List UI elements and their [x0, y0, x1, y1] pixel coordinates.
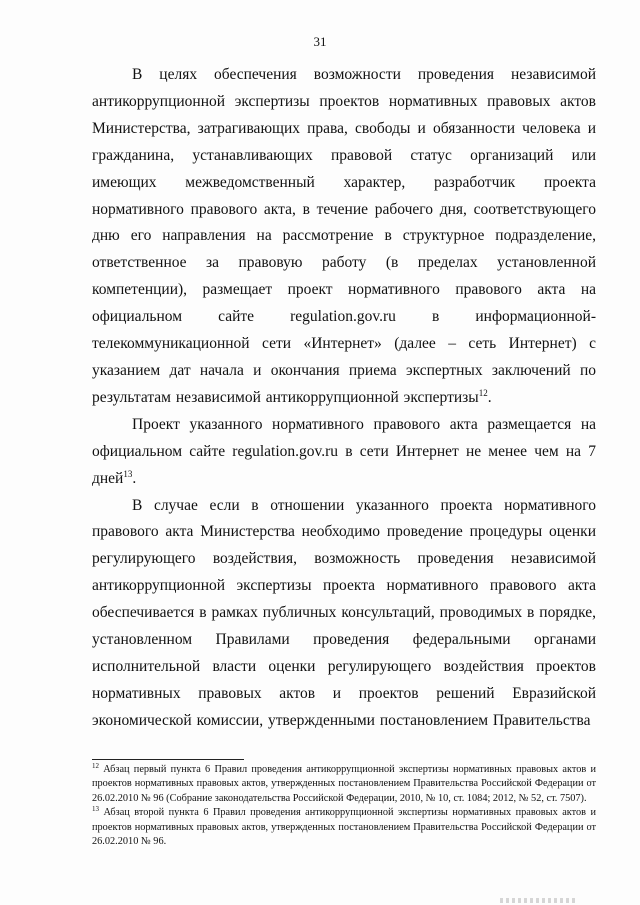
- footnote-number: 13: [92, 805, 99, 814]
- body-text: [92, 62, 596, 735]
- footnote-separator: [92, 759, 244, 760]
- paragraph-3: [92, 493, 596, 735]
- footnote-ref[interactable]: 12: [478, 387, 488, 398]
- footnote-number: 12: [92, 762, 99, 770]
- footnote-ref[interactable]: 13: [123, 468, 133, 479]
- paragraph-2: [92, 412, 596, 493]
- footnote-12: [92, 763, 596, 806]
- page-number: 31: [313, 34, 327, 49]
- footnote-text: Абзац второй пункта 6 Правил проведения антикоррупционной экспертизы нормативных правовых актов и проектов нормативных правовых актов, утвержденных постановлением Правительства Российской Федерации от 26.02.2010 № 96.: [92, 807, 596, 848]
- footnote-13: [92, 806, 596, 849]
- paragraph-tail: .: [132, 469, 137, 487]
- paragraph-text: В случае если в отношении указанного проекта нормативного правового акта Министерства необходимо проведение процедуры оценки регулирующего воздействия, возможность проведения независимой антикоррупционной экспертизы проекта нормативного правового акта обеспечивается в рамках публичных консультаций, проводимых в порядке, установленном Правилами проведения федеральными органами исполнительной власти оценки регулирующего воздействия проектов нормативных правовых актов и проектов решений Евразийской экономической комиссии, утвержденными постановлением Правительства: [92, 496, 596, 729]
- footnotes: [92, 763, 596, 849]
- paragraph-text: Проект указанного нормативного правового акта размещается на официальном сайте regulation.gov.ru в сети Интернет не менее чем на 7 дней: [92, 415, 596, 487]
- paragraph-tail: .: [487, 388, 492, 406]
- scan-artifact: [500, 898, 578, 903]
- paragraph-1: [92, 62, 596, 412]
- paragraph-text: В целях обеспечения возможности проведения независимой антикоррупционной экспертизы проектов нормативных правовых актов Министерства, затрагивающих права, свободы и обязанности человека и гражданина, устанавливающих правовой статус организаций или имеющих межведомственный характер, разработчик проекта нормативного правового акта, в течение рабочего дня, соответствующего дню его направления на рассмотрение в структурное подразделение, ответственное за правовую работу (в пределах установленной компетенции), размещает проект нормативного правового акта на официальном сайте regulation.gov.ru в информационной-телекоммуникационной сети «Интернет» (далее – сеть Интернет) с указанием дат начала и окончания приема экспертных заключений по результатам независимой антикоррупционной экспертизы: [92, 66, 596, 406]
- footnote-text: Абзац первый пункта 6 Правил проведения антикоррупционной экспертизы нормативных правовых актов и проектов нормативных правовых актов, утвержденных постановлением Правительства Российской Федерации от 26.02.2010 № 96 (Собрание законодательства Российской Федерации, 2010, № 10, ст. 1084; 2012, № 52, ст. 7507).: [92, 764, 596, 804]
